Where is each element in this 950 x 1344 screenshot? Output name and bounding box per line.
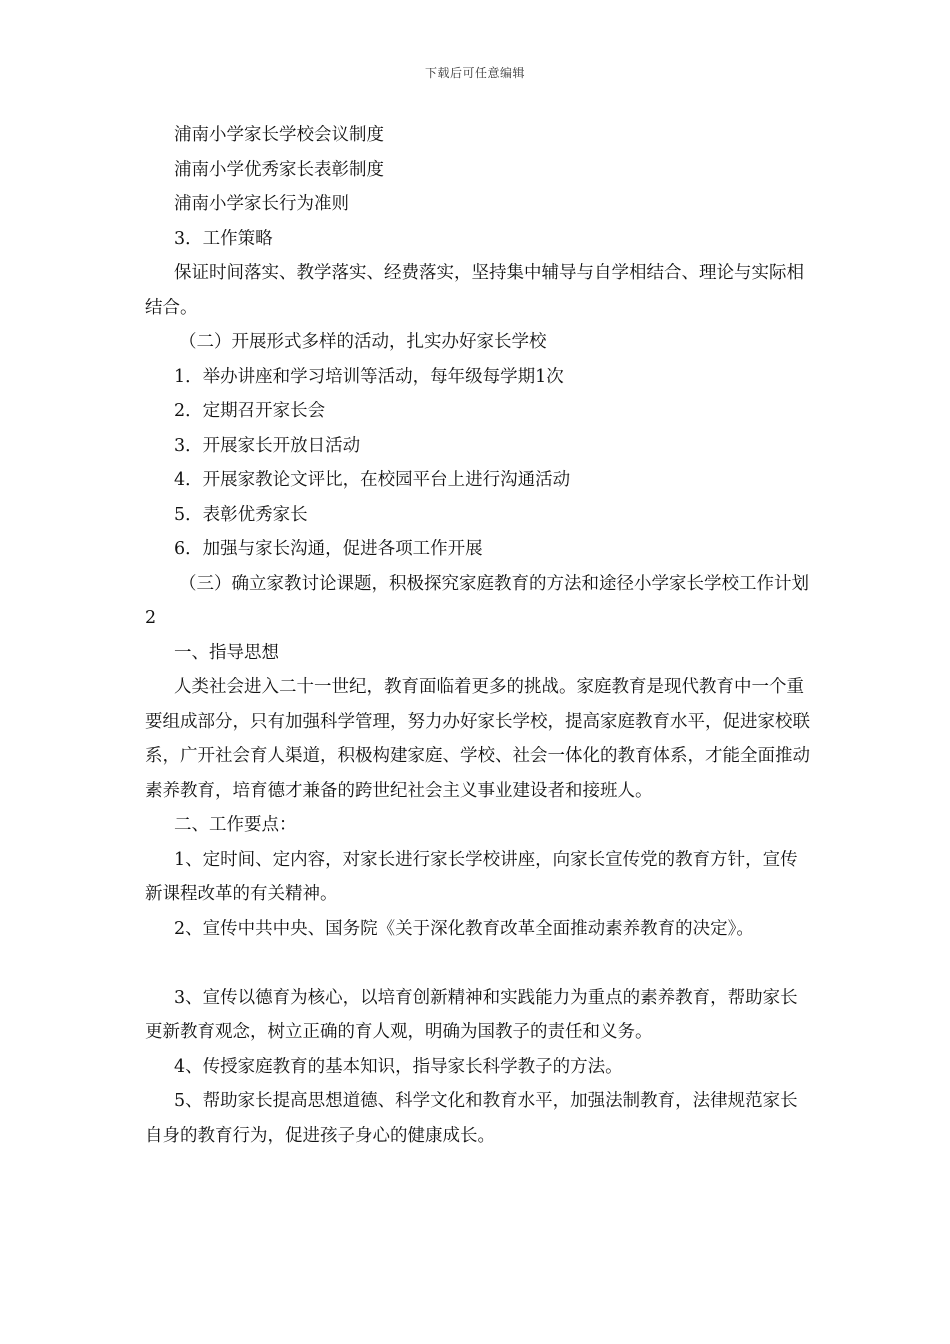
paragraph: 保证时间落实、教学落实、经费落实，坚持集中辅导与自学相结合、理论与实际相结合。 — [145, 263, 804, 318]
document-body — [145, 118, 810, 1153]
list-item: 3．开展家长开放日活动 — [174, 435, 361, 456]
paragraph: 浦南小学家长行为准则 — [174, 194, 349, 214]
paragraph: 3．工作策略 — [174, 228, 273, 249]
list-item: 3、宣传以德育为核心，以培育创新精神和实践能力为重点的素养教育，帮助家长更新教育观念，树立正确的育人观，明确为国教子的责任和义务。 — [145, 987, 798, 1042]
blank-line — [145, 946, 810, 981]
list-item: 1、定时间、定内容，对家长进行家长学校讲座，向家长宣传党的教育方针，宣传新课程改革的有关精神。 — [145, 849, 798, 904]
list-item: 5、帮助家长提高思想道德、科学文化和教育水平，加强法制教育，法律规范家长自身的教育行为，促进孩子身心的健康成长。 — [145, 1091, 798, 1146]
list-item: 5．表彰优秀家长 — [174, 504, 308, 525]
section-heading: （二）开展形式多样的活动，扎实办好家长学校 — [179, 332, 547, 352]
section-heading: 一、指导思想 — [174, 642, 279, 663]
section-heading: 二、工作要点： — [174, 815, 297, 835]
list-item: 2、宣传中共中央、国务院《关于深化教育改革全面推动素养教育的决定》。 — [174, 918, 754, 939]
list-item: 1．举办讲座和学习培训等活动，每年级每学期1次 — [174, 366, 564, 387]
list-item: 2．定期召开家长会 — [174, 401, 326, 421]
page-header: 下载后可任意编辑 — [424, 66, 525, 80]
list-item: 6．加强与家长沟通，促进各项工作开展 — [174, 539, 483, 559]
list-item: 4、传授家庭教育的基本知识，指导家长科学教子的方法。 — [174, 1056, 623, 1077]
list-item: 4．开展家教论文评比，在校园平台上进行沟通活动 — [174, 470, 571, 490]
paragraph: 人类社会进入二十一世纪，教育面临着更多的挑战。家庭教育是现代教育中一个重要组成部分，只有加强科学管理，努力办好家长学校，提高家庭教育水平，促进家校联系，广开社会育人渠道，积极构建家庭、学校、社会一体化的教育体系，才能全面推动素养教育，培育德才兼备的跨世纪社会主义事业建设者和接班人。 — [145, 677, 810, 801]
paragraph: 浦南小学优秀家长表彰制度 — [174, 159, 384, 180]
section-heading: （三）确立家教讨论课题，积极探究家庭教育的方法和途径小学家长学校工作计划2 — [145, 573, 809, 628]
paragraph: 浦南小学家长学校会议制度 — [174, 125, 384, 145]
